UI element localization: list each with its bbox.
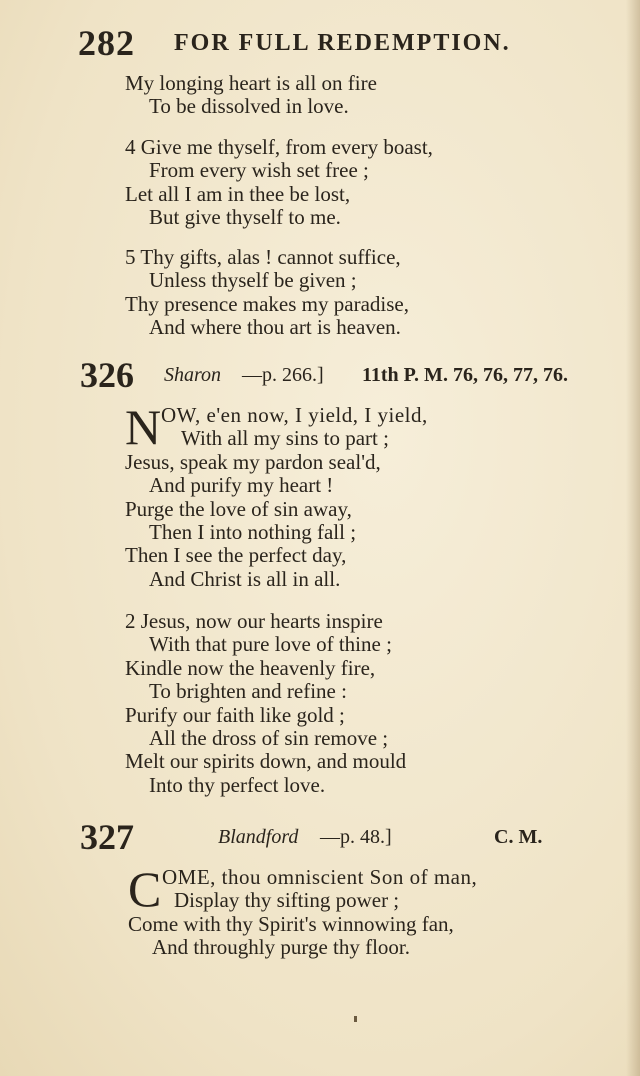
verse-line: All the dross of sin remove ; (149, 725, 389, 750)
verse-line: Unless thyself be given ; (149, 268, 357, 293)
verse-line: But give thyself to me. (149, 205, 341, 230)
verse-line: Let all I am in thee be lost, (125, 181, 351, 206)
verse-line: And purify my heart ! (149, 473, 334, 498)
verse-line: Display thy sifting power ; (174, 888, 400, 913)
page-header (78, 22, 558, 62)
verse-line: Into thy perfect love. (149, 772, 326, 797)
verse-line: Purge the love of sin away, (125, 496, 352, 521)
hymn-327-stanza-1 (128, 861, 628, 960)
stanza-5 (125, 246, 625, 340)
verse-line: Melt our spirits down, and mould (125, 749, 407, 774)
tune-page-ref: —p. 48.] (320, 826, 392, 848)
verse-line: From every wish set free ; (149, 158, 369, 183)
verse-line: Kindle now the heavenly fire, (125, 655, 376, 680)
hymn-326-stanza-2 (125, 610, 625, 797)
verse-line: And throughly purge thy floor. (152, 935, 411, 960)
verse-line-text: OME, thou omniscient Son of man, (162, 865, 478, 889)
verse-line: 5 Thy gifts, alas ! cannot suffice, (125, 245, 401, 269)
verse-line: Then I into nothing fall ; (149, 519, 357, 544)
drop-cap: C (128, 861, 162, 917)
tune-page-ref: —p. 266.] (242, 364, 324, 386)
verse-line: Come with thy Spirit's winnowing fan, (128, 911, 454, 936)
running-head: FOR FULL REDEMPTION. (174, 30, 511, 56)
tune-name: Sharon (164, 364, 222, 386)
verse-line: 2 Jesus, now our hearts inspire (125, 609, 383, 633)
hymn-326-heading (80, 354, 620, 394)
verse-line: Purify our faith like gold ; (125, 702, 345, 727)
verse-line: And Christ is all in all. (149, 566, 341, 591)
verse-line: To be dissolved in love. (149, 94, 349, 119)
meter: 11th P. M. 76, 76, 77, 76. (362, 364, 568, 386)
verse-line: To brighten and refine : (149, 679, 347, 704)
stanza-4 (125, 136, 625, 230)
page-edge-shadow (626, 0, 640, 1076)
verse-line: Then I see the perfect day, (125, 543, 347, 568)
verse-line: With all my sins to part ; (181, 426, 389, 451)
verse-line: And where thou art is heaven. (149, 315, 401, 340)
verse-line: Thy presence makes my paradise, (125, 291, 409, 316)
verse-line-text: OW, e'en now, I yield, I yield, (161, 403, 428, 427)
meter: C. M. (494, 826, 543, 848)
verse-line: 4 Give me thyself, from every boast, (125, 135, 433, 159)
hymn-number: 326 (80, 355, 134, 395)
carryover-stanza (125, 72, 625, 119)
drop-cap: N (125, 399, 162, 455)
verse-line: My longing heart is all on fire (125, 71, 377, 95)
ink-speck (354, 1016, 357, 1022)
hymn-326-stanza-1 (125, 399, 625, 591)
page-number: 282 (78, 23, 135, 63)
verse-line: Jesus, speak my pardon seal'd, (125, 449, 381, 474)
tune-name: Blandford (218, 826, 299, 848)
hymn-327-heading (80, 816, 620, 856)
verse-line: With that pure love of thine ; (149, 632, 392, 657)
hymn-number: 327 (80, 817, 134, 857)
